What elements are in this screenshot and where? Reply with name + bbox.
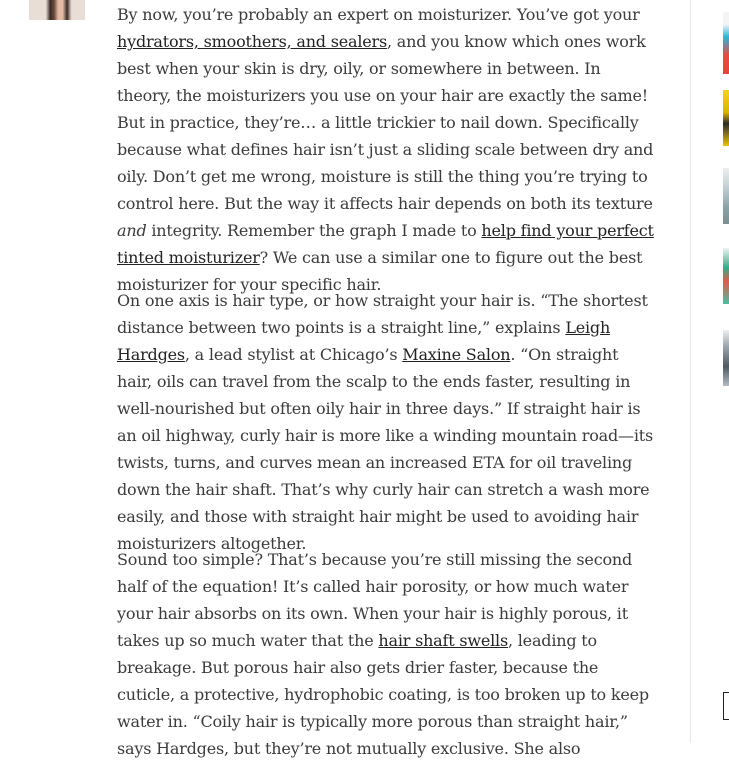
- paragraph-text: , and you know which ones work best when your skin is dry, oily, or somewhere in between. In theory, the moisturizers you use on your hair are exactly the same! But in practice, they’re… a little trickier to nail down. Specifically because what defines hair isn’t just a sliding scale between dry and oily. Don’t get me wrong, moisture is still the thing you’re trying to control here. But the way it affects hair depends on both its texture: [117, 32, 654, 213]
- article-paragraph-2: [117, 287, 657, 557]
- emphasis-text: and: [117, 221, 147, 240]
- paragraph-text: ? We can use a similar one to figure out the best moisturizer for your specific hair.: [117, 248, 643, 294]
- paragraph-text: Sound too simple? That’s because you’re still missing the second half of the equation! It’s called hair porosity, or how much water your hair absorbs on its own. When your hair is highly porous, it takes up so much water that the: [117, 550, 633, 650]
- link-hair-shaft-swells[interactable]: hair shaft swells: [378, 631, 508, 650]
- author-avatar: [29, 0, 85, 20]
- article-paragraph-3: [117, 546, 657, 762]
- sidebar-thumbnail-2[interactable]: [723, 90, 729, 146]
- paragraph-text: integrity. Remember the graph I made to: [146, 221, 482, 240]
- sidebar-thumbnail-4[interactable]: [723, 248, 729, 304]
- paragraph-text: By now, you’re probably an expert on moisturizer. You’ve got your: [117, 5, 640, 24]
- paragraph-text: On one axis is hair type, or how straight your hair is. “The shortest distance between two points is a straight line,” explains: [117, 291, 648, 337]
- paragraph-text: , leading to breakage. But porous hair also gets drier faster, because the cuticle, a protective, hydrophobic coating, is too broken up to keep water in. “Coily hair is typically more porous than straight hair,” says Hardges, but they’re not mutually exclusive. She also: [117, 631, 649, 758]
- paragraph-text: , a lead stylist at Chicago’s: [184, 345, 403, 364]
- link-leigh-hardges[interactable]: Leigh Hardges: [117, 318, 611, 364]
- sidebar-divider: [690, 0, 691, 743]
- link-tinted-moisturizer[interactable]: help find your perfect tinted moisturizer: [117, 221, 654, 267]
- article-paragraph-1: [117, 1, 657, 298]
- link-maxine-salon[interactable]: Maxine Salon: [402, 345, 511, 364]
- sidebar-button[interactable]: [723, 692, 729, 720]
- paragraph-text: . “On straight hair, oils can travel from the scalp to the ends faster, resulting in well-nourished but often oily hair in three days.” If straight hair is an oil highway, curly hair is more like a winding mountain road—its twists, turns, and curves mean an increased ETA for oil traveling down the hair shaft. That’s why curly hair can stretch a wash more easily, and those with straight hair might be used to avoiding hair moisturizers altogether.: [117, 345, 653, 553]
- link-hydrators-smoothers-sealers[interactable]: hydrators, smoothers, and sealers: [117, 32, 387, 51]
- sidebar-thumbnail-3[interactable]: [723, 168, 729, 224]
- sidebar-thumbnail-5[interactable]: [723, 330, 729, 386]
- sidebar-thumbnail-1[interactable]: [723, 12, 729, 74]
